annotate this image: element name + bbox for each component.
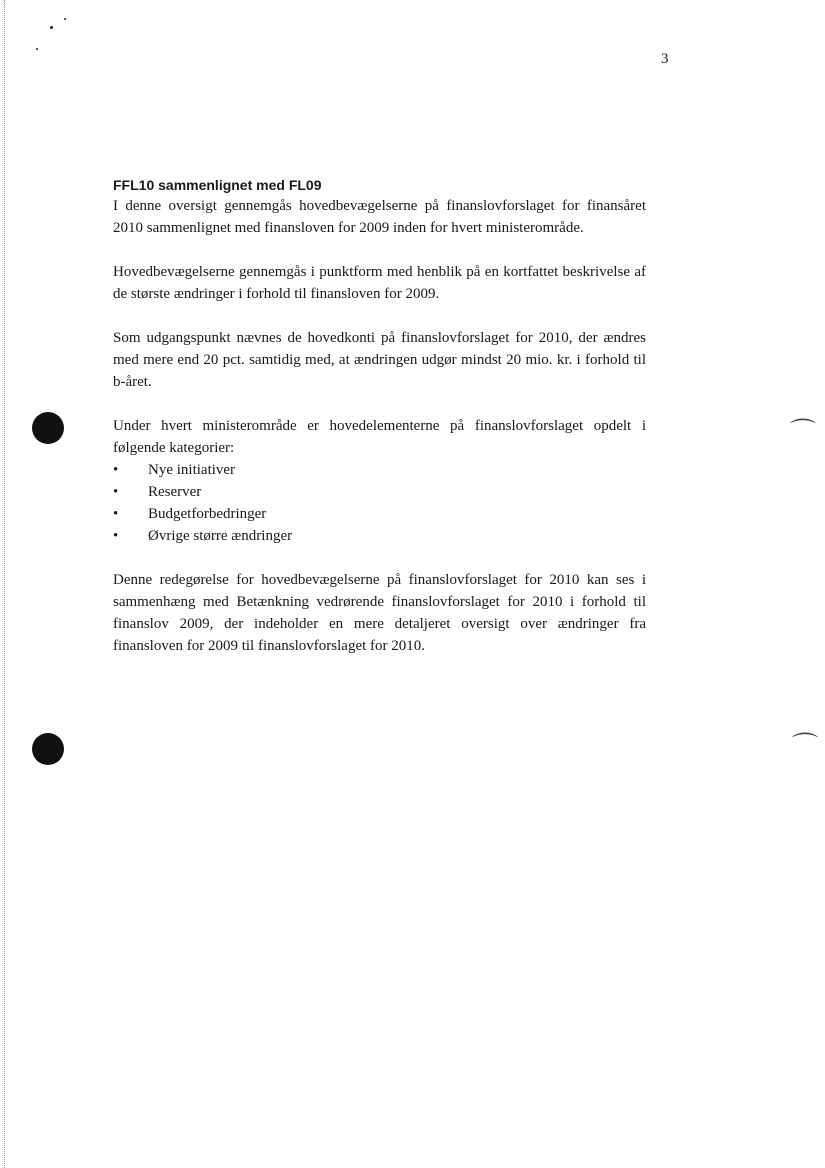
paragraph-method: Hovedbevægelserne gennemgås i punktform med henblik på en kortfattet beskrivelse af de største ændringer i forhold til finansloven for 2009. [113,264,646,302]
scan-edge-line [4,0,5,1168]
punch-hole [32,412,64,444]
section-heading: FFL10 sammenlignet med FL09 [113,177,322,193]
scan-speck [50,26,53,29]
scan-speck [36,48,38,50]
paragraph-categories-intro: Under hvert ministerområde er hovedelementerne på finanslovforslaget opdelt i følgende kategorier: [113,418,646,456]
scan-speck [64,18,66,20]
paragraph-intro: I denne oversigt gennemgås hovedbevægelserne på finanslovforslaget for finansåret 2010 sammenlignet med finansloven for 2009 inden for hvert ministerområde. [113,198,646,236]
fold-mark-icon: ⌒ [790,418,817,448]
paragraph-reference: Denne redegørelse for hovedbevægelserne på finanslovforslaget for 2010 kan ses i sammenhæng med Betænkning vedrørende finanslovforslaget for 2010 i forhold til finanslov 2009, der indeholder en mere detaljeret oversigt over ændringer fra finansloven for 2009 til finanslovforslaget for 2010. [113,572,646,654]
paragraph-criteria: Som udgangspunkt nævnes de hovedkonti på finanslovforslaget for 2010, der ændres med mere end 20 pct. samtidig med, at ændringen udgør mindst 20 mio. kr. i forhold til b-året. [113,330,646,390]
list-item: • Nye initiativer [113,459,646,481]
list-item: • Reserver [113,481,646,503]
category-list [113,459,646,547]
document-body [113,175,646,679]
list-item: • Budgetforbedringer [113,503,646,525]
punch-hole [32,733,64,765]
page-number: 3 [661,51,669,67]
fold-mark-icon: ⌒ [792,732,819,762]
list-item: • Øvrige større ændringer [113,525,646,547]
